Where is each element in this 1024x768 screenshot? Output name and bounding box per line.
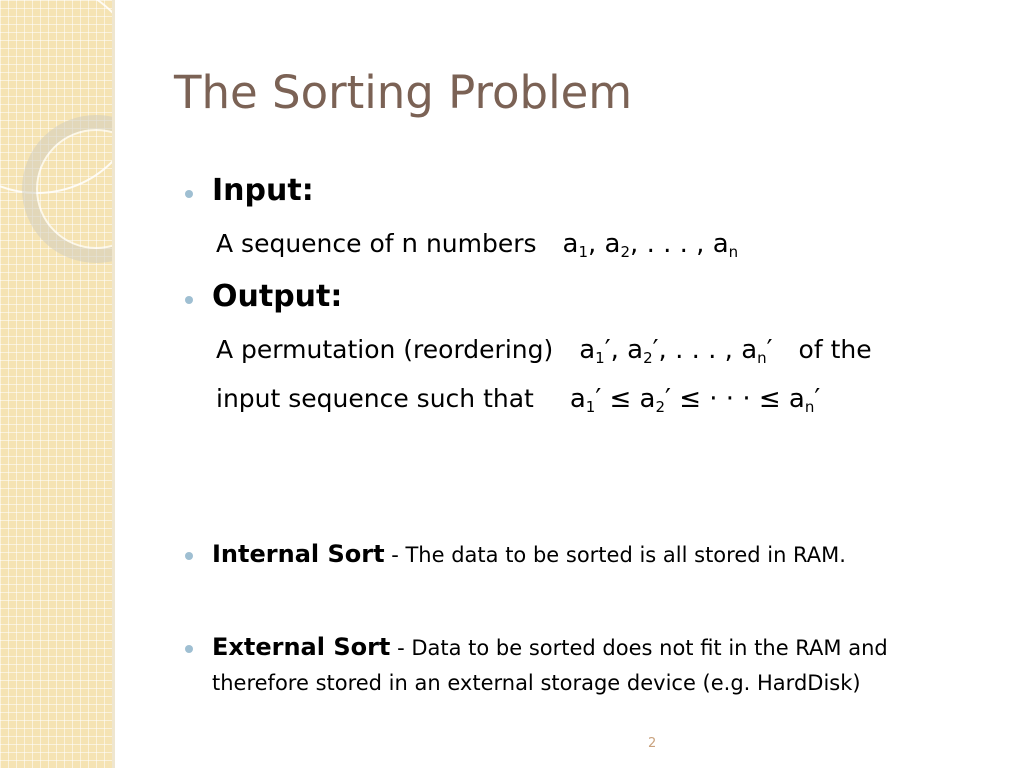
external-sort-text-1: Data to be sorted does not fit in the RAM and xyxy=(411,636,888,660)
page-number: 2 xyxy=(648,736,657,751)
output-heading: Output: xyxy=(212,279,343,314)
bullet-icon xyxy=(185,296,193,304)
slide-title: The Sorting Problem xyxy=(174,66,633,119)
output-text-tail: of the xyxy=(798,335,872,364)
input-text-before: A sequence of xyxy=(216,229,402,258)
external-sort-item xyxy=(212,633,888,661)
output-text-2: input sequence such that xyxy=(216,384,534,413)
internal-sort-text: The data to be sorted is all stored in RAM. xyxy=(405,543,846,567)
side-panel-edge xyxy=(112,0,115,768)
bullet-icon xyxy=(185,645,193,653)
bullet-icon xyxy=(185,552,193,560)
internal-sort-dash: - xyxy=(384,543,406,567)
permutation-sequence: $a_1'$, $a_2'$, . . . , $a_n'$ xyxy=(579,335,773,367)
external-sort-dash: - xyxy=(390,636,412,660)
input-heading: Input: xyxy=(212,173,314,208)
bullet-icon xyxy=(185,190,193,198)
output-description-line-1 xyxy=(216,335,872,367)
input-text-after: numbers xyxy=(418,229,537,258)
input-description xyxy=(216,229,738,261)
external-sort-text-2: therefore stored in an external storage device (e.g. HardDisk) xyxy=(212,671,861,695)
output-description-line-2 xyxy=(216,384,820,416)
decorative-side-panel xyxy=(0,0,112,768)
ordering-inequality: $a_1' \le a_2'$ ≤ · · · ≤ $a_n'$ xyxy=(569,384,821,416)
n-symbol: n xyxy=(401,229,418,259)
external-sort-label: External Sort xyxy=(212,633,391,661)
internal-sort-item xyxy=(212,540,846,568)
output-text-1: A permutation (reordering) xyxy=(216,335,554,364)
internal-sort-label: Internal Sort xyxy=(212,540,385,568)
input-sequence: $a_1$, $a_2$, . . . , $a_n$ xyxy=(562,229,739,261)
